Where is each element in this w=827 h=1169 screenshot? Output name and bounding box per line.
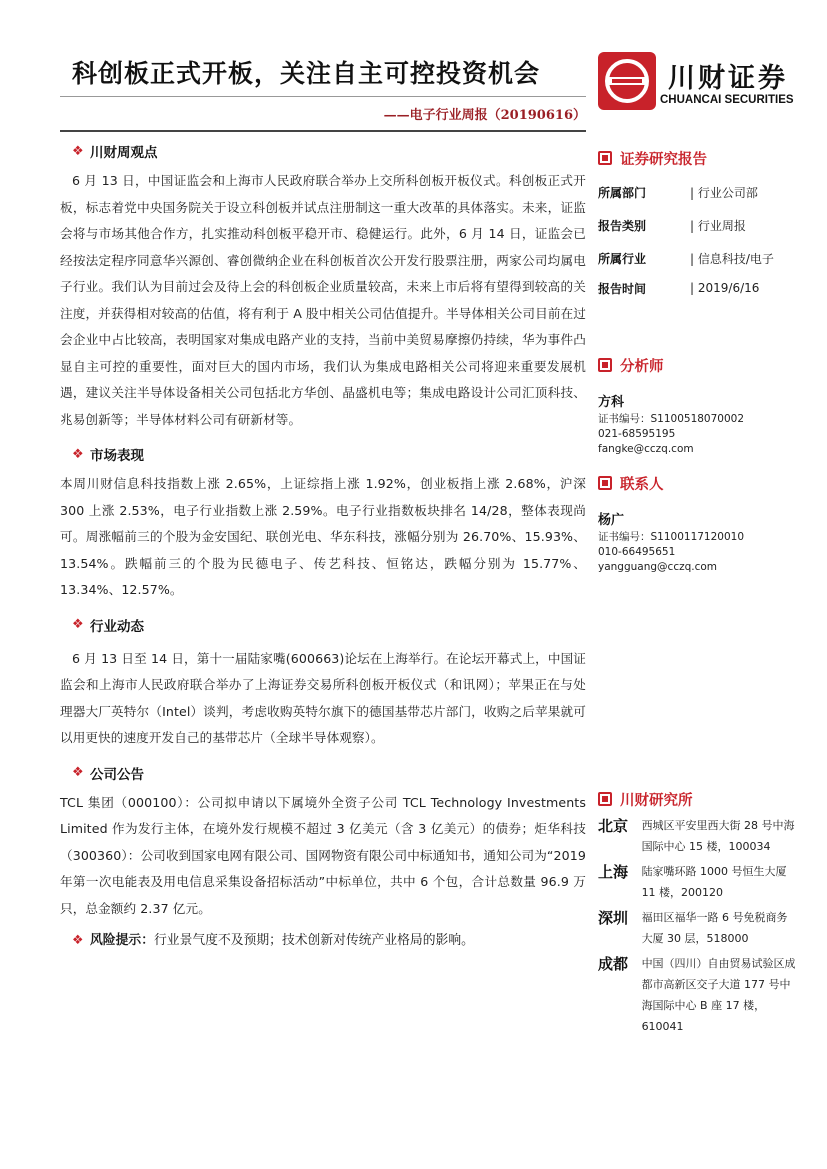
square-bullet-icon bbox=[598, 476, 612, 490]
risk-warning bbox=[60, 930, 586, 952]
report-subtitle: ——电子行业周报（20190616） bbox=[383, 108, 586, 123]
sidebar-heading-analyst: 分析师 bbox=[598, 353, 798, 377]
office-address: 福田区福华一路 6 号免税商务大厦 30 层，518000 bbox=[641, 911, 788, 945]
sidebar-heading-report: 证券研究报告 bbox=[598, 146, 798, 170]
office-city: 深圳 bbox=[598, 909, 629, 927]
main-content bbox=[60, 140, 586, 952]
office-address: 中国（四川）自由贸易试验区成都市高新区交子大道 177 号中海国际中心 B 座 17 楼，610041 bbox=[641, 957, 796, 1033]
logo-name-en: CHUANCAI SECURITIES bbox=[660, 94, 794, 106]
weekly-view-paragraph: 6 月 13 日，中国证监会和上海市人民政府联合举办上交所科创板开板仪式。科创板正式开板，标志着党中央国务院关于设立科创板并试点注册制这一重大改革的具体落实。未来，证监会将与市场其他合作方，扎实推动科创板平稳开市、稳健运行。此外，6 月 14 日，证监会已经按法定程序同意华兴源创、睿创微纳企业在科创板首次公开发行股票注册，两家公司均属电子行业。我们认为目前过会及待上会的科创板企业质量较高，未来上市后将有望得到较高的关注度，并获得相对较高的估值，将有利于 A 股中相关公司估值提升。半导体相关公司目前在过会企业中占比较高，表明国家对集成电路产业的支持，当前中美贸易摩擦仍持续，华为事件凸显自主可控的重要性，面对巨大的国内市场，我们认为集成电路相关公司将迎来重要发展机遇，建议关注半导体设备相关公司包括北方华创、晶盛机电等；集成电路设计公司汇顶科技、兆易创新等；半导体材料公司有研新材等。 bbox=[60, 173, 586, 427]
analyst-phone: 021-68595195 bbox=[598, 428, 676, 440]
contact-name: 杨广 bbox=[598, 513, 625, 528]
market-paragraph: 本周川财信息科技指数上涨 2.65%，上证综指上涨 1.92%，创业板指上涨 2.68%，沪深 300 上涨 2.53%，电子行业指数上涨 2.59%。电子行业指数板块排名 14/28，整体表现尚可。周涨幅前三的个股为金安国纪、联创光电、华东科技，涨幅分别为 26.70%、15.93%、13.54%。跌幅前三的个股为民德电子、传艺科技、恒铭达，跌幅分别为 15.77%、13.34%、12.57%。 bbox=[60, 476, 586, 597]
risk-text: 行业景气度不及预期；技术创新对传统产业格局的影响。 bbox=[153, 933, 474, 948]
analyst-email[interactable]: fangke@cczq.com bbox=[598, 443, 694, 455]
company-logo bbox=[598, 52, 794, 112]
header-rule-top bbox=[60, 96, 586, 97]
section-heading-weekly-view: ❖ 川财周观点 bbox=[60, 140, 586, 162]
diamond-bullet-icon: ❖ bbox=[72, 446, 84, 462]
sidebar-heading-contact: 联系人 bbox=[598, 471, 798, 495]
header-rule-bottom bbox=[60, 130, 586, 132]
diamond-bullet-icon: ❖ bbox=[72, 617, 84, 632]
square-bullet-icon bbox=[598, 358, 612, 372]
report-meta bbox=[598, 176, 798, 301]
office-city: 成都 bbox=[598, 955, 629, 973]
square-bullet-icon bbox=[598, 792, 612, 806]
sidebar-heading-institute: 川财研究所 bbox=[598, 787, 798, 811]
diamond-bullet-icon: ❖ bbox=[72, 765, 84, 780]
meta-row-date: 报告时间 | 2019/6/16 bbox=[598, 281, 760, 296]
chuancai-logo-icon bbox=[598, 52, 656, 110]
office-shanghai bbox=[598, 861, 798, 903]
analyst-name: 方科 bbox=[598, 395, 625, 410]
office-address: 西城区平安里西大街 28 号中海国际中心 15 楼，100034 bbox=[641, 819, 795, 853]
company-paragraph: TCL 集团（000100）：公司拟申请以下属境外全资子公司 TCL Technology Investments Limited 作为发行主体，在境外发行规模不超过 3 亿美元（含 3 亿美元）的债券；炬华科技（300360）：公司收到国家电网有限公司、国网物资有限公司中标通知书，通知公司为“2019 年第一次电能表及用电信息采集设备招标活动”中标单位，共中 6 个包，合计总数量 96.9 万只，总金额约 2.37 亿元。 bbox=[60, 794, 586, 916]
section-heading-market: ❖ 市场表现 bbox=[60, 443, 586, 465]
office-city: 上海 bbox=[598, 863, 629, 881]
office-chengdu bbox=[598, 953, 798, 1037]
contact-email[interactable]: yangguang@cczq.com bbox=[598, 561, 718, 573]
analyst-card bbox=[598, 391, 798, 457]
section-heading-company: ❖ 公司公告 bbox=[60, 762, 586, 784]
office-shenzhen bbox=[598, 907, 798, 949]
contact-cert: 证书编号：S1100117120010 bbox=[598, 531, 745, 543]
office-address: 陆家嘴环路 1000 号恒生大厦 11 楼，200120 bbox=[641, 865, 787, 899]
sidebar bbox=[598, 140, 798, 1041]
meta-row-category: 报告类别 | 行业周报 bbox=[598, 219, 746, 233]
office-list bbox=[598, 815, 798, 1037]
logo-name-cn: 川财证券 bbox=[668, 63, 788, 94]
office-city: 北京 bbox=[598, 817, 629, 835]
diamond-bullet-icon: ❖ bbox=[72, 143, 84, 159]
contact-phone: 010-66495651 bbox=[598, 546, 676, 558]
meta-row-industry: 所属行业 | 信息科技/电子 bbox=[598, 252, 774, 266]
analyst-cert: 证书编号：S1100518070002 bbox=[598, 413, 745, 425]
office-beijing bbox=[598, 815, 798, 857]
contact-card bbox=[598, 509, 798, 575]
meta-row-department: 所属部门 | 行业公司部 bbox=[598, 186, 758, 200]
report-title: 科创板正式开板，关注自主可控投资机会 bbox=[72, 59, 541, 88]
industry-paragraph: 6 月 13 日至 14 日，第十一届陆家嘴(600663)论坛在上海举行。在论坛开幕式上，中国证监会和上海市人民政府联合举办了上海证券交易所科创板开板仪式（和讯网）；苹果正在与处理器大厂英特尔（Intel）谈判，考虑收购英特尔旗下的德国基带芯片部门，收购之后苹果就可以用更快的速度开发自己的基带芯片（全球半导体观察）。 bbox=[60, 650, 586, 745]
risk-label: 风险提示： bbox=[90, 933, 154, 948]
square-bullet-icon bbox=[598, 151, 612, 165]
section-heading-industry: ❖ 行业动态 bbox=[60, 614, 586, 636]
diamond-bullet-icon: ❖ bbox=[72, 933, 84, 948]
